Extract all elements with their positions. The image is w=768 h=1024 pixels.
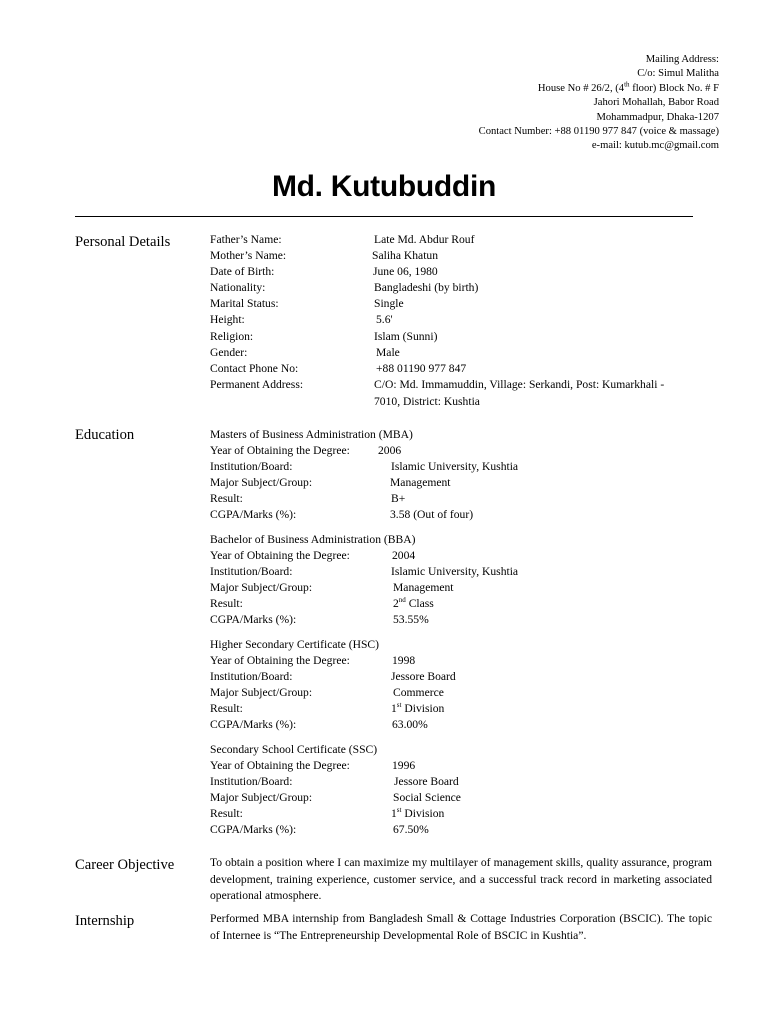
education-row bbox=[210, 653, 416, 669]
education-label: Institution/Board: bbox=[210, 565, 293, 579]
section-title-internship: Internship bbox=[75, 913, 135, 929]
section-title-personal: Personal Details bbox=[75, 234, 171, 250]
permanent-address-line2: 7010, District: Kushtia bbox=[374, 394, 480, 408]
result-ordinal: st bbox=[396, 701, 402, 710]
education-value: 2004 bbox=[392, 549, 416, 563]
education-row bbox=[210, 717, 428, 733]
education-value: Social Science bbox=[393, 791, 461, 805]
section-title-education: Education bbox=[75, 427, 135, 443]
result-number: 1 bbox=[391, 702, 397, 716]
education-label: Institution/Board: bbox=[210, 460, 293, 474]
education-label: Major Subject/Group: bbox=[210, 686, 313, 700]
mailing-care-of: C/o: Simul Malitha bbox=[637, 68, 719, 80]
mailing-address-heading: Mailing Address: bbox=[645, 54, 719, 65]
education-value: 1998 bbox=[392, 654, 416, 668]
education-row bbox=[210, 475, 451, 491]
education-label: CGPA/Marks (%): bbox=[210, 823, 297, 837]
mailing-address bbox=[479, 53, 719, 154]
degree-title-hsc: Higher Secondary Certificate (HSC) bbox=[210, 638, 380, 651]
personal-value: 5.6' bbox=[376, 313, 393, 327]
education-label: Major Subject/Group: bbox=[210, 476, 313, 490]
degree-title-ssc: Secondary School Certificate (SSC) bbox=[210, 743, 378, 756]
education-label: CGPA/Marks (%): bbox=[210, 718, 297, 732]
education-label: Result: bbox=[210, 492, 243, 506]
personal-value: June 06, 1980 bbox=[373, 265, 438, 279]
education-row bbox=[210, 806, 445, 822]
education-bba bbox=[210, 532, 519, 629]
personal-value: Islam (Sunni) bbox=[374, 329, 438, 343]
education-value: 3.58 (Out of four) bbox=[390, 508, 474, 522]
result-rest: Division bbox=[401, 702, 445, 716]
education-label: Year of Obtaining the Degree: bbox=[210, 549, 350, 563]
personal-label: Mother’s Name: bbox=[210, 249, 287, 263]
education-row bbox=[210, 459, 519, 475]
personal-label: Father’s Name: bbox=[210, 233, 282, 246]
mailing-house-part1: House No # 26/2, (4 bbox=[537, 82, 625, 94]
education-label: Result: bbox=[210, 597, 243, 611]
education-value bbox=[393, 596, 434, 612]
education-value: 63.00% bbox=[392, 718, 428, 732]
education-label: CGPA/Marks (%): bbox=[210, 508, 297, 522]
education-label: Institution/Board: bbox=[210, 670, 293, 684]
personal-label: Nationality: bbox=[210, 281, 266, 295]
education-label: Result: bbox=[210, 807, 243, 821]
education-row bbox=[210, 822, 429, 838]
candidate-name: Md. Kutubuddin bbox=[271, 170, 497, 203]
education-label: Major Subject/Group: bbox=[210, 581, 313, 595]
education-value: 67.50% bbox=[393, 823, 429, 837]
education-label: Result: bbox=[210, 702, 243, 716]
education-value: B+ bbox=[391, 492, 406, 506]
permanent-address-line1: C/O: Md. Immamuddin, Village: Serkandi, Post: Kumarkhali - bbox=[374, 378, 665, 391]
personal-value: Saliha Khatun bbox=[372, 249, 439, 263]
result-rest: Division bbox=[401, 807, 445, 821]
mailing-area: Jahori Mohallah, Babor Road bbox=[593, 97, 719, 109]
result-rest: Class bbox=[405, 597, 434, 611]
career-objective-text: To obtain a position where I can maximize my multilayer of management skills, quality assurance, program development, training experience, customer service, and a successful track record in marketing associated operational atmosphere. bbox=[210, 856, 712, 903]
education-value bbox=[391, 806, 444, 822]
education-row bbox=[210, 685, 444, 701]
education-mba bbox=[210, 427, 519, 524]
education-label: Institution/Board: bbox=[210, 775, 293, 789]
personal-label: Gender: bbox=[210, 345, 248, 359]
education-value: Jessore Board bbox=[394, 775, 459, 789]
education-value: 1996 bbox=[392, 759, 416, 773]
education-row bbox=[210, 548, 415, 564]
education-row bbox=[210, 443, 413, 459]
mailing-house bbox=[479, 82, 719, 96]
education-value: Islamic University, Kushtia bbox=[391, 460, 519, 474]
education-label: Year of Obtaining the Degree: bbox=[210, 759, 350, 773]
personal-label: Marital Status: bbox=[210, 297, 279, 311]
education-value bbox=[391, 701, 444, 717]
education-row bbox=[210, 580, 454, 596]
section-title-career: Career Objective bbox=[75, 857, 175, 873]
education-row bbox=[210, 596, 434, 612]
education-row bbox=[210, 758, 416, 774]
personal-value: +88 01190 977 847 bbox=[376, 361, 467, 375]
education-value: 53.55% bbox=[393, 613, 429, 627]
internship-text: Performed MBA internship from Bangladesh Small & Cottage Industries Corporation (BSCIC). The topic of Internee is “The Entrepreneurship Developmental Role of BSCIC in Kushtia”. bbox=[210, 912, 712, 942]
education-row bbox=[210, 507, 474, 523]
education-label: Year of Obtaining the Degree: bbox=[210, 654, 350, 668]
education-row bbox=[210, 790, 461, 806]
education-value: Management bbox=[390, 476, 451, 490]
education-label: CGPA/Marks (%): bbox=[210, 613, 297, 627]
education-row bbox=[210, 564, 519, 580]
personal-label: Date of Birth: bbox=[210, 265, 275, 279]
personal-value: Bangladeshi (by birth) bbox=[374, 281, 479, 295]
education-row bbox=[210, 612, 429, 628]
education-value: Jessore Board bbox=[391, 670, 456, 684]
degree-title-mba: Masters of Business Administration (MBA) bbox=[210, 428, 413, 441]
education-value: Islamic University, Kushtia bbox=[391, 565, 519, 579]
mailing-contact: Contact Number: +88 01190 977 847 (voice & massage) bbox=[478, 126, 719, 138]
education-label: Year of Obtaining the Degree: bbox=[210, 444, 350, 458]
personal-value: Male bbox=[376, 345, 400, 359]
mailing-house-sup: th bbox=[624, 80, 630, 89]
education-row bbox=[210, 491, 413, 507]
header-divider bbox=[75, 216, 693, 217]
degree-title-bba: Bachelor of Business Administration (BBA) bbox=[210, 533, 416, 546]
education-label: Major Subject/Group: bbox=[210, 791, 313, 805]
education-ssc bbox=[210, 742, 461, 839]
mailing-email: e-mail: kutub.mc@gmail.com bbox=[591, 140, 719, 152]
personal-label: Contact Phone No: bbox=[210, 361, 299, 375]
education-row bbox=[210, 669, 456, 685]
education-value: Management bbox=[393, 581, 454, 595]
personal-label: Religion: bbox=[210, 329, 254, 343]
result-number: 1 bbox=[391, 807, 397, 821]
result-ordinal: st bbox=[396, 806, 402, 815]
mailing-house-part2: floor) Block No. # F bbox=[629, 82, 719, 94]
result-number: 2 bbox=[393, 597, 399, 611]
personal-value: Late Md. Abdur Rouf bbox=[374, 233, 475, 246]
result-ordinal: nd bbox=[398, 596, 406, 605]
personal-label: Permanent Address: bbox=[210, 377, 304, 391]
education-value: Commerce bbox=[393, 686, 444, 700]
education-row bbox=[210, 774, 459, 790]
education-value: 2006 bbox=[378, 444, 402, 458]
education-row bbox=[210, 701, 445, 717]
education-hsc bbox=[210, 637, 456, 734]
personal-label: Height: bbox=[210, 313, 245, 327]
personal-value: Single bbox=[374, 297, 404, 311]
mailing-city: Mohammadpur, Dhaka-1207 bbox=[596, 111, 719, 123]
